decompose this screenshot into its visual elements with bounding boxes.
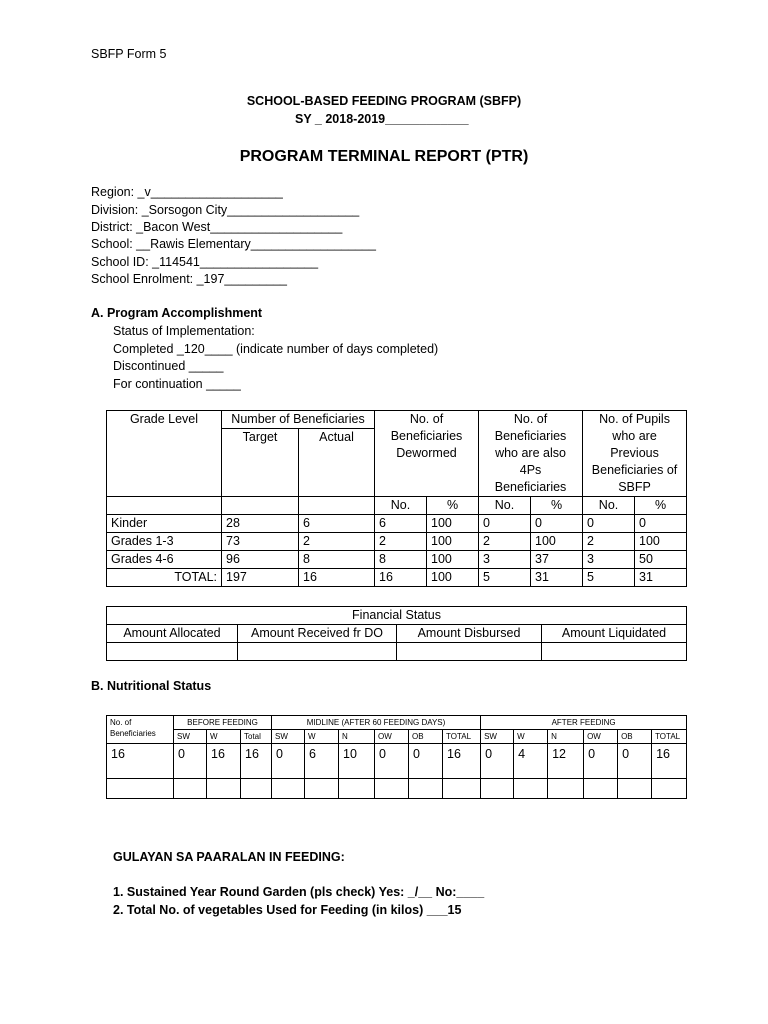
gulayan-item-2: 2. Total No. of vegetables Used for Feeding (in kilos) ___15	[113, 903, 462, 917]
sub-header: TOTAL	[443, 730, 481, 744]
value-cell: 3	[479, 551, 531, 569]
header-dewormed: No. of Beneficiaries Dewormed	[375, 411, 479, 497]
amount-received-cell[interactable]	[238, 643, 397, 661]
value-cell: 0	[375, 744, 409, 779]
sub-header: N	[339, 730, 375, 744]
grade-cell: Grades 1-3	[107, 533, 222, 551]
value-cell: 0	[531, 515, 583, 533]
header-target: Target	[222, 429, 299, 497]
value-cell: 50	[635, 551, 687, 569]
value-cell: 100	[427, 569, 479, 587]
value-cell: 0	[583, 515, 635, 533]
value-cell: 8	[299, 551, 375, 569]
table-row	[107, 643, 687, 661]
sub-header: OB	[409, 730, 443, 744]
program-title: SCHOOL-BASED FEEDING PROGRAM (SBFP)	[246, 94, 522, 108]
financial-table	[106, 606, 687, 661]
section-a-heading: A. Program Accomplishment	[91, 306, 263, 320]
value-cell: 28	[222, 515, 299, 533]
value-cell: 12	[548, 744, 584, 779]
amount-received-header: Amount Received fr DO	[238, 625, 397, 643]
header-no: No.	[583, 497, 635, 515]
value-cell: 31	[635, 569, 687, 587]
value-cell: 0	[618, 744, 652, 779]
value-cell: 100	[531, 533, 583, 551]
header-midline: MIDLINE (AFTER 60 FEEDING DAYS)	[272, 716, 481, 730]
value-cell: 16	[241, 744, 272, 779]
table-row	[107, 533, 687, 551]
table-row-total	[107, 569, 687, 587]
district-line: District: _Bacon West___________________	[91, 220, 343, 234]
value-cell: 5	[479, 569, 531, 587]
school-year: SY _ 2018-2019____________	[295, 112, 469, 126]
completed-line: Completed _120____ (indicate number of days completed)	[113, 342, 439, 356]
value-cell: 2	[299, 533, 375, 551]
table-row	[107, 551, 687, 569]
value-cell: 8	[375, 551, 427, 569]
value-cell: 6	[305, 744, 339, 779]
header-4ps: No. of Beneficiaries who are also 4Ps Beneficiaries	[479, 411, 583, 497]
header-after-feeding: AFTER FEEDING	[481, 716, 687, 730]
value-cell: 100	[427, 533, 479, 551]
header-pct: %	[427, 497, 479, 515]
sub-header: W	[514, 730, 548, 744]
header-grade-level: Grade Level	[107, 411, 222, 497]
amount-disbursed-cell[interactable]	[397, 643, 542, 661]
amount-disbursed-header: Amount Disbursed	[397, 625, 542, 643]
header-no: No.	[479, 497, 531, 515]
value-cell: 16	[375, 569, 427, 587]
value-cell: 10	[339, 744, 375, 779]
amount-liquidated-header: Amount Liquidated	[542, 625, 687, 643]
value-cell: 0	[584, 744, 618, 779]
table-row	[107, 515, 687, 533]
value-cell: 73	[222, 533, 299, 551]
form-label: SBFP Form 5	[91, 47, 167, 61]
sub-header: N	[548, 730, 584, 744]
value-cell: 16	[299, 569, 375, 587]
value-cell: 2	[375, 533, 427, 551]
value-cell: 96	[222, 551, 299, 569]
sub-header: SW	[481, 730, 514, 744]
value-cell: 100	[427, 551, 479, 569]
enrolment-line: School Enrolment: _197_________	[91, 272, 287, 286]
sub-header: OW	[584, 730, 618, 744]
value-cell: 0	[635, 515, 687, 533]
school-id-line: School ID: _114541_________________	[91, 255, 319, 269]
gulayan-item-1: 1. Sustained Year Round Garden (pls check) Yes: _/__ No:____	[113, 885, 485, 899]
value-cell: 37	[531, 551, 583, 569]
grade-cell: Grades 4-6	[107, 551, 222, 569]
division-line: Division: _Sorsogon City___________________	[91, 203, 360, 217]
value-cell: 0	[409, 744, 443, 779]
nutrition-table	[106, 715, 687, 799]
value-cell: 100	[427, 515, 479, 533]
header-pct: %	[635, 497, 687, 515]
continuation-line: For continuation _____	[113, 377, 241, 391]
value-cell: 0	[481, 744, 514, 779]
header-actual: Actual	[299, 429, 375, 497]
value-cell: 2	[479, 533, 531, 551]
header-previous: No. of Pupils who are Previous Beneficiaries of SBFP	[583, 411, 687, 497]
section-b-heading: B. Nutritional Status	[91, 679, 212, 693]
sub-header: Total	[241, 730, 272, 744]
value-cell: 6	[299, 515, 375, 533]
grade-cell: Kinder	[107, 515, 222, 533]
table-row-empty	[107, 779, 687, 799]
value-cell: 2	[583, 533, 635, 551]
status-label: Status of Implementation:	[113, 324, 255, 338]
header-number-beneficiaries: Number of Beneficiaries	[222, 411, 375, 429]
value-cell: 31	[531, 569, 583, 587]
gulayan-heading: GULAYAN SA PAARALAN IN FEEDING:	[113, 850, 345, 864]
value-cell: 16	[207, 744, 241, 779]
header-pct: %	[531, 497, 583, 515]
sub-header: W	[207, 730, 241, 744]
value-cell: 0	[174, 744, 207, 779]
sub-header: SW	[272, 730, 305, 744]
financial-title: Financial Status	[107, 607, 687, 625]
value-cell: 16	[652, 744, 687, 779]
school-line: School: __Rawis Elementary__________________	[91, 237, 376, 251]
sub-header: OW	[375, 730, 409, 744]
report-title: PROGRAM TERMINAL REPORT (PTR)	[239, 148, 529, 165]
amount-liquidated-cell[interactable]	[542, 643, 687, 661]
header-no-beneficiaries: No. of Beneficiaries	[107, 716, 174, 744]
sub-header: W	[305, 730, 339, 744]
amount-allocated-header: Amount Allocated	[107, 625, 238, 643]
table-row	[107, 744, 687, 779]
total-label: TOTAL:	[107, 569, 222, 587]
region-line: Region: _v___________________	[91, 185, 283, 199]
discontinued-line: Discontinued _____	[113, 359, 224, 373]
value-cell: 6	[375, 515, 427, 533]
value-cell: 5	[583, 569, 635, 587]
value-cell: 16	[443, 744, 481, 779]
value-cell: 16	[107, 744, 174, 779]
sub-header: SW	[174, 730, 207, 744]
sub-header: OB	[618, 730, 652, 744]
beneficiaries-table	[106, 410, 687, 587]
value-cell: 197	[222, 569, 299, 587]
header-before-feeding: BEFORE FEEDING	[174, 716, 272, 730]
value-cell: 4	[514, 744, 548, 779]
value-cell: 0	[272, 744, 305, 779]
amount-allocated-cell[interactable]	[107, 643, 238, 661]
value-cell: 0	[479, 515, 531, 533]
header-no: No.	[375, 497, 427, 515]
value-cell: 3	[583, 551, 635, 569]
value-cell: 100	[635, 533, 687, 551]
sub-header: TOTAL	[652, 730, 687, 744]
